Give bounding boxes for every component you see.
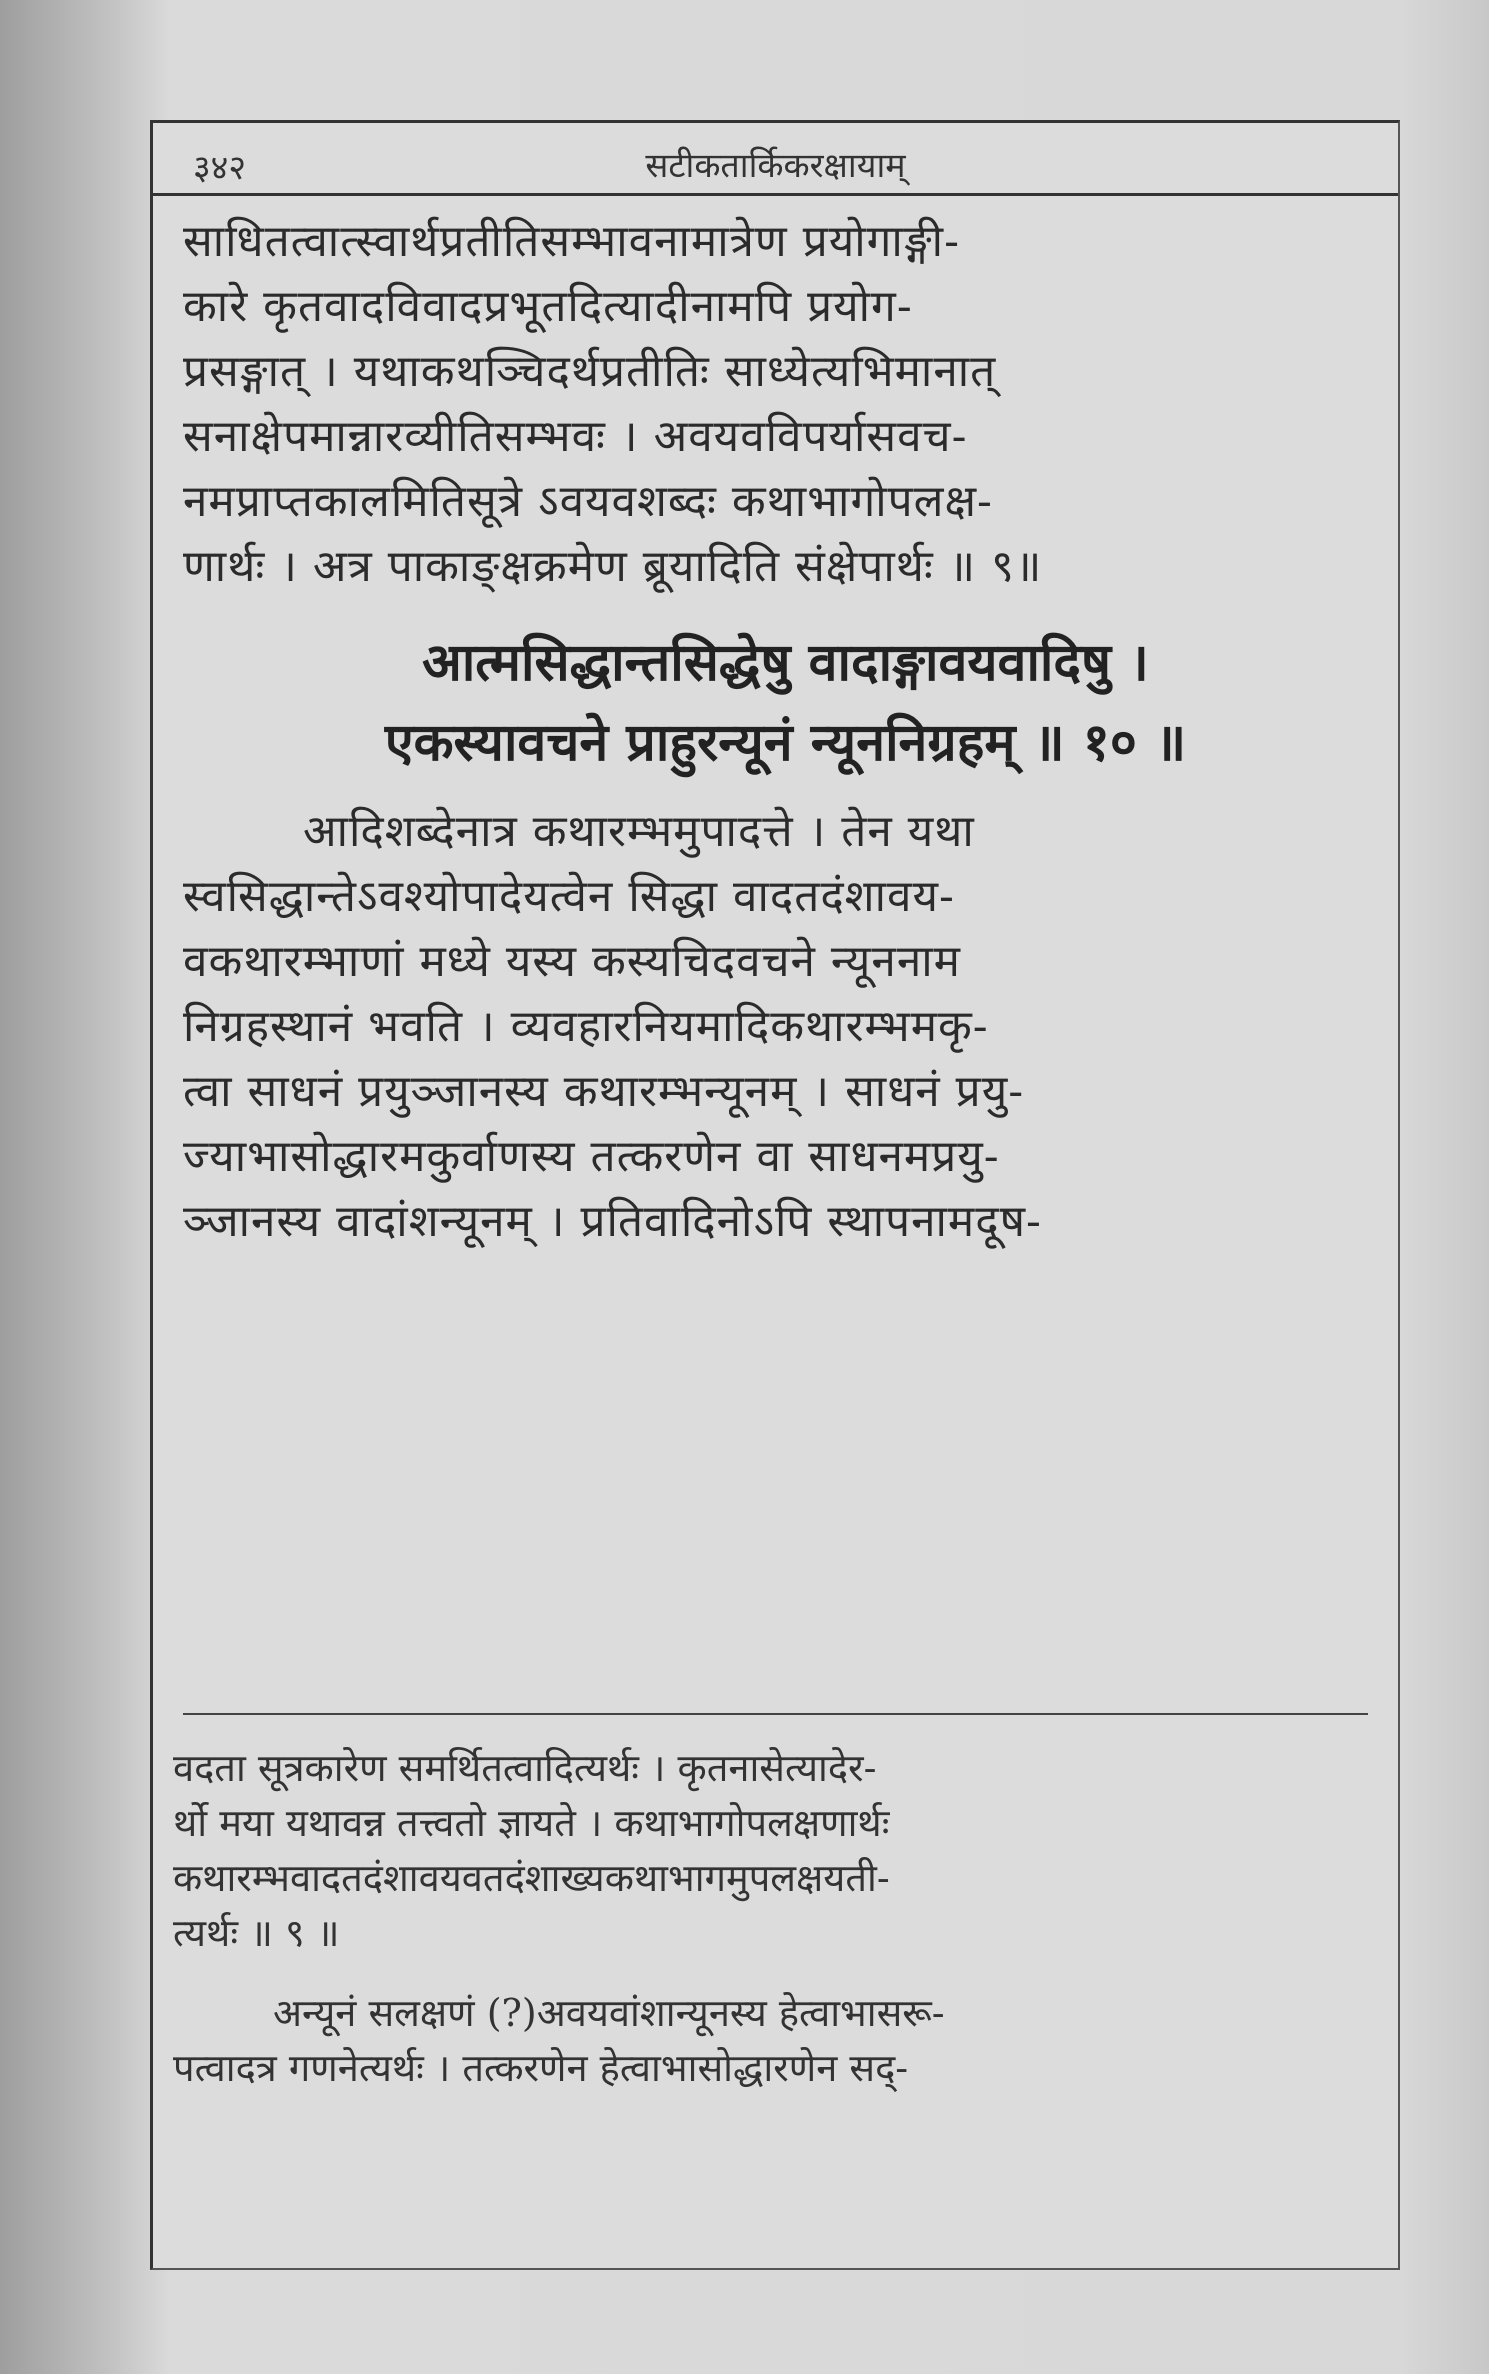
commentary-line: वकथारम्भाणां मध्ये यस्य कस्यचिदवचने न्यूननाम [183, 936, 961, 987]
commentary-line: स्वसिद्धान्तेऽवश्योपादेयत्वेन सिद्धा वादतदंशावय- [183, 871, 955, 922]
commentary-line: प्रसङ्गात् । यथाकथञ्चिदर्थप्रतीतिः साध्येत्यभिमानात् [183, 346, 997, 397]
page-header [153, 123, 1398, 196]
commentary-line: त्वा साधनं प्रयुञ्जानस्य कथारम्भन्यूनम् । साधनं प्रयु- [183, 1066, 1025, 1117]
page-number: ३४२ [193, 148, 247, 188]
commentary-line: कारे कृतवादविवादप्रभूतदित्यादीनामपि प्रयोग- [183, 281, 913, 332]
commentary-line: ज्याभासोद्धारमकुर्वाणस्य तत्करणेन वा साधनमप्रयु- [183, 1131, 1000, 1182]
footnote-line: वदता सूत्रकारेण समर्थितत्वादित्यर्थः । कृतनासेत्यादेर- [173, 1746, 877, 1790]
verse-line: एकस्यावचने प्राहुरन्यूनं न्यूननिग्रहम् ॥ १० ॥ [384, 712, 1187, 773]
commentary-line: ञ्जानस्य वादांशन्यूनम् । प्रतिवादिनोऽपि स्थापनामदूष- [183, 1196, 1042, 1247]
commentary-line: आदिशब्देनात्र कथारम्भमुपादत्ते । तेन यथा [303, 806, 975, 857]
running-title: सटीकतार्किकरक्षायाम् [645, 146, 906, 186]
commentary-line: सनाक्षेपमान्नारव्यीतिसम्भवः । अवयवविपर्यासवच- [183, 411, 968, 462]
footnote-line: अन्यूनं सलक्षणं (?)अवयवांशान्यूनस्य हेत्वाभासरू- [273, 1991, 945, 2035]
footnote-line: कथारम्भवादतदंशावयवतदंशाख्यकथाभागमुपलक्षयती- [173, 1856, 890, 1900]
commentary-line: णार्थः । अत्र पाकाङ्क्षक्रमेण ब्रूयादिति संक्षेपार्थः ॥ ९॥ [183, 541, 1043, 592]
footnote-line: र्थो मया यथावन्न तत्त्वतो ज्ञायते । कथाभागोपलक्षणार्थः [173, 1801, 890, 1845]
commentary-line: नमप्राप्तकालमितिसूत्रे ऽवयवशब्दः कथाभागोपलक्ष- [183, 476, 993, 527]
commentary-line: साधितत्वात्स्वार्थप्रतीतिसम्भावनामात्रेण प्रयोगाङ्गी- [183, 216, 960, 267]
verse-line: आत्मसिद्धान्तसिद्धेषु वादाङ्गावयवादिषु । [422, 632, 1149, 693]
book-page [150, 120, 1400, 2270]
commentary-line: निग्रहस्थानं भवति । व्यवहारनियमादिकथारम्भमकृ- [183, 1001, 989, 1052]
footnote-line: त्यर्थः ॥ ९ ॥ [173, 1911, 340, 1955]
footnote-line: पत्वादत्र गणनेत्यर्थः । तत्करणेन हेत्वाभासोद्धारणेन सद्- [173, 2046, 909, 2090]
footnote-rule [183, 1713, 1368, 1715]
